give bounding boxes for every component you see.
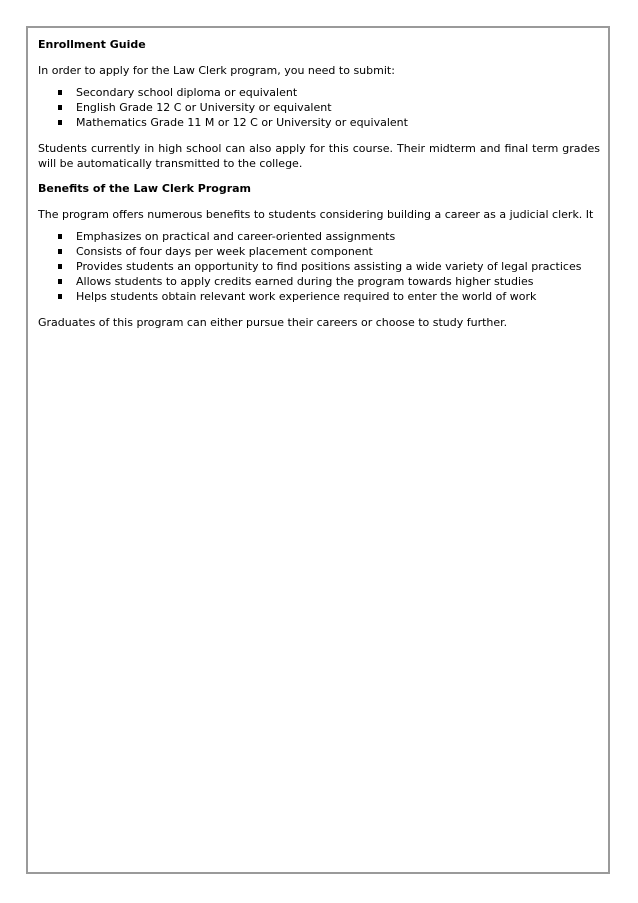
requirements-list (38, 85, 600, 130)
enrollment-note: Students currently in high school can also apply for this course. Their midterm and final term grades will be automatically transmitted to the college. (38, 142, 600, 170)
list-item (38, 289, 600, 304)
document-content (38, 37, 600, 330)
square-bullet-icon (58, 120, 62, 125)
square-bullet-icon (58, 90, 62, 95)
list-item (38, 244, 600, 259)
square-bullet-icon (58, 264, 62, 269)
benefits-heading: Benefits of the Law Clerk Program (38, 182, 252, 195)
benefits-list (38, 229, 600, 304)
enrollment-heading: Enrollment Guide (38, 38, 146, 51)
square-bullet-icon (58, 105, 62, 110)
benefits-intro: The program offers numerous benefits to students considering building a career as a judicial clerk. It (38, 208, 594, 221)
square-bullet-icon (58, 249, 62, 254)
list-item-text: Allows students to apply credits earned during the program towards higher studies (76, 275, 534, 288)
list-item-text: Emphasizes on practical and career-oriented assignments (76, 230, 396, 243)
list-item-text: Consists of four days per week placement component (76, 245, 373, 258)
list-item-text: Provides students an opportunity to find positions assisting a wide variety of legal practices (76, 260, 582, 273)
list-item (38, 100, 600, 115)
square-bullet-icon (58, 279, 62, 284)
list-item-text: Mathematics Grade 11 M or 12 C or University or equivalent (76, 116, 408, 129)
list-item (38, 229, 600, 244)
list-item (38, 259, 600, 274)
list-item (38, 115, 600, 130)
list-item (38, 274, 600, 289)
list-item-text: Secondary school diploma or equivalent (76, 86, 298, 99)
benefits-closing: Graduates of this program can either pursue their careers or choose to study further. (38, 316, 508, 329)
list-item-text: English Grade 12 C or University or equivalent (76, 101, 332, 114)
list-item-text: Helps students obtain relevant work experience required to enter the world of work (76, 290, 537, 303)
square-bullet-icon (58, 234, 62, 239)
square-bullet-icon (58, 294, 62, 299)
list-item (38, 85, 600, 100)
enrollment-intro: In order to apply for the Law Clerk program, you need to submit: (38, 64, 395, 77)
